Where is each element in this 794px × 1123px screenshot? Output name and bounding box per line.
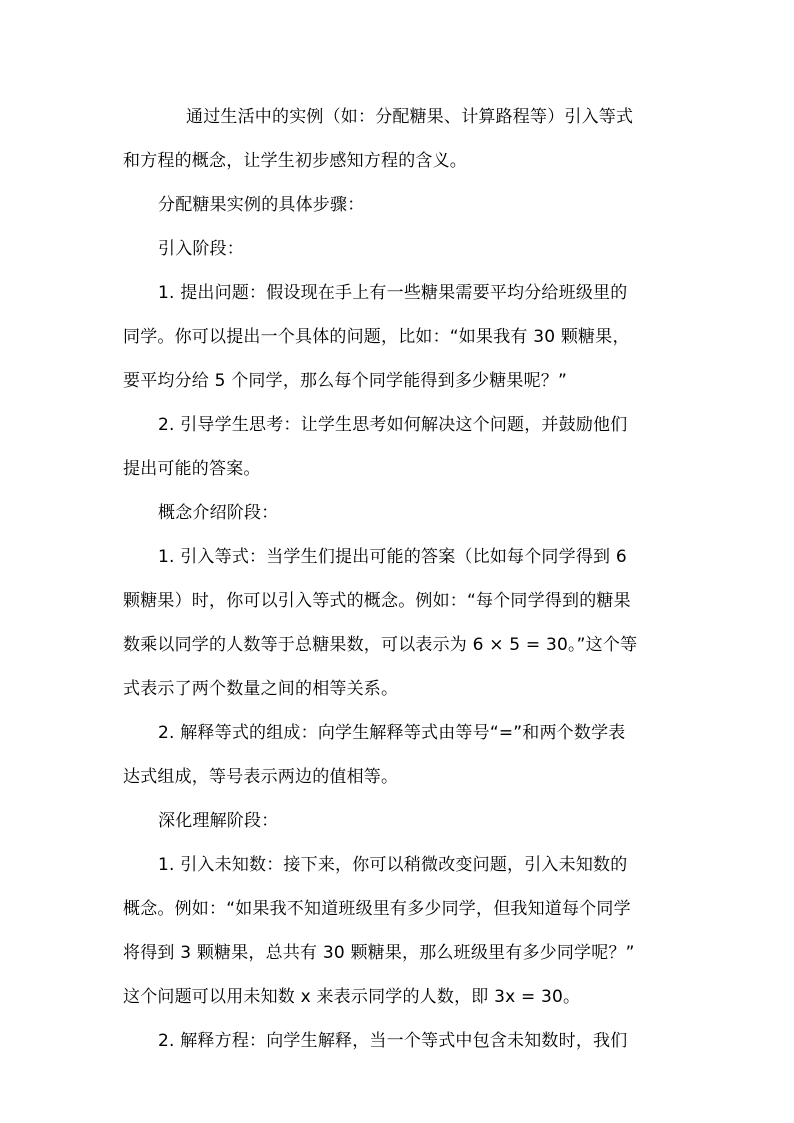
concept-1-line-1: 1. 引入等式：当学生们提出可能的答案（比如每个同学得到 6 (158, 547, 627, 567)
concept-2-line-1: 2. 解释等式的组成：向学生解释等式由等号“=”和两个数学表 (158, 723, 626, 743)
step-2-line-1: 2. 引导学生思考：让学生思考如何解决这个问题，并鼓励他们 (158, 415, 628, 435)
deepen-2-line-1: 2. 解释方程：向学生解释，当一个等式中包含未知数时，我们 (158, 1031, 628, 1051)
concept-2-line-2: 达式组成，等号表示两边的值相等。 (123, 767, 399, 787)
deepen-1-line-4: 这个问题可以用未知数 x 来表示同学的人数，即 3x = 30。 (123, 987, 581, 1007)
deepen-1-line-1: 1. 引入未知数：接下来，你可以稍微改变问题，引入未知数的 (158, 855, 628, 875)
heading-candy-steps: 分配糖果实例的具体步骤： (158, 195, 365, 215)
concept-1-line-2: 颗糖果）时，你可以引入等式的概念。例如：“每个同学得到的糖果 (123, 591, 631, 611)
deepen-1-line-3: 将得到 3 颗糖果，总共有 30 颗糖果，那么班级里有多少同学呢？” (123, 943, 635, 963)
heading-concept-stage: 概念介绍阶段： (158, 503, 279, 523)
step-1-line-3: 要平均分给 5 个同学，那么每个同学能得到多少糖果呢？” (123, 371, 568, 391)
step-1-line-2: 同学。你可以提出一个具体的问题，比如：“如果我有 30 颗糖果， (123, 327, 630, 347)
paragraph-intro-line-1: 通过生活中的实例（如：分配糖果、计算路程等）引入等式 (186, 107, 634, 127)
concept-1-line-4: 式表示了两个数量之间的相等关系。 (123, 679, 399, 699)
heading-deepen-stage: 深化理解阶段： (158, 811, 279, 831)
heading-intro-stage: 引入阶段： (158, 239, 244, 259)
step-2-line-2: 提出可能的答案。 (123, 459, 261, 479)
concept-1-line-3: 数乘以同学的人数等于总糖果数，可以表示为 6 × 5 = 30。”这个等 (123, 635, 638, 655)
deepen-1-line-2: 概念。例如：“如果我不知道班级里有多少同学，但我知道每个同学 (123, 899, 631, 919)
step-1-line-1: 1. 提出问题：假设现在手上有一些糖果需要平均分给班级里的 (158, 283, 628, 303)
paragraph-intro-line-2: 和方程的概念，让学生初步感知方程的含义。 (123, 151, 467, 171)
